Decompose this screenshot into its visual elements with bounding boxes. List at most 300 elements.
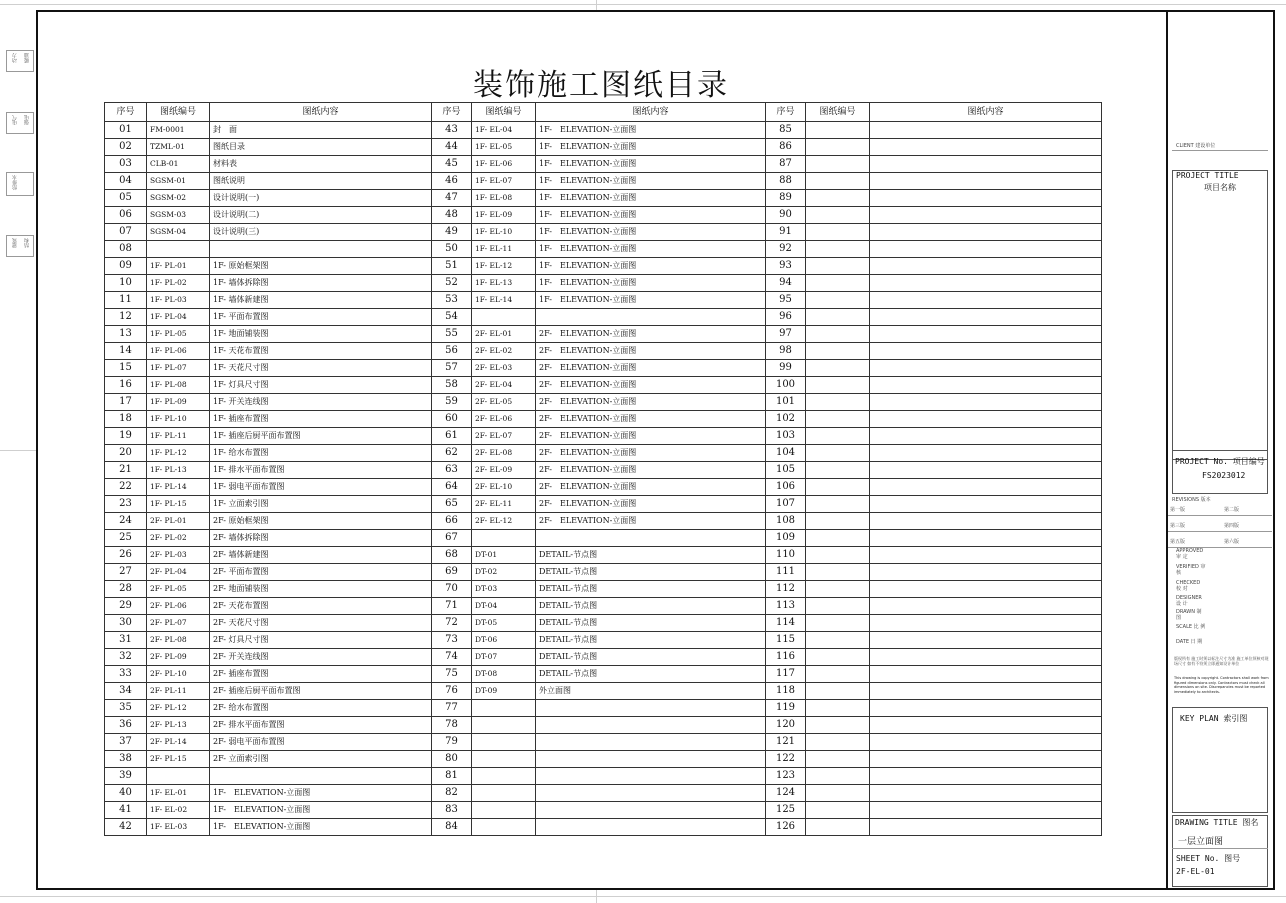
drawing-content: 2F- 平面布置图 bbox=[210, 564, 432, 581]
scale-label: SCALE 比 例 bbox=[1176, 624, 1206, 630]
drawing-code: 2F- EL-04 bbox=[472, 377, 536, 394]
table-row bbox=[105, 207, 1102, 224]
drawing-code bbox=[472, 785, 536, 802]
drawing-code bbox=[806, 207, 870, 224]
drawing-content bbox=[870, 479, 1102, 496]
checked-label: CHECKED 校 对 bbox=[1176, 580, 1201, 592]
key-plan-label: KEY PLAN 索引图 bbox=[1180, 714, 1248, 723]
drawing-title-label: DRAWING TITLE 图名 bbox=[1175, 818, 1259, 827]
drawn-label: DRAWN 制 图 bbox=[1176, 609, 1202, 621]
row-number: 85 bbox=[766, 122, 806, 139]
table-row bbox=[105, 666, 1102, 683]
drawing-code bbox=[472, 768, 536, 785]
drawing-content bbox=[210, 241, 432, 258]
row-number: 78 bbox=[432, 717, 472, 734]
drawing-code bbox=[806, 428, 870, 445]
drawing-content: 1F- ELEVATION-立面图 bbox=[536, 173, 766, 190]
row-number: 103 bbox=[766, 428, 806, 445]
strip-label: 强电 bbox=[24, 115, 30, 125]
col-header-content: 图纸内容 bbox=[536, 103, 766, 122]
drawing-code: DT-05 bbox=[472, 615, 536, 632]
client-label: CLIENT 建设单位 bbox=[1176, 143, 1216, 149]
drawing-code: 1F- PL-12 bbox=[147, 445, 210, 462]
row-number: 20 bbox=[105, 445, 147, 462]
drawing-title: 一层立面图 bbox=[1178, 837, 1224, 847]
row-number: 24 bbox=[105, 513, 147, 530]
drawing-code: 2F- PL-06 bbox=[147, 598, 210, 615]
drawing-content bbox=[536, 734, 766, 751]
table-row bbox=[105, 547, 1102, 564]
table-row bbox=[105, 598, 1102, 615]
row-number: 112 bbox=[766, 581, 806, 598]
drawing-content: 2F- 原始框架图 bbox=[210, 513, 432, 530]
drawing-content: DETAIL-节点图 bbox=[536, 666, 766, 683]
row-number: 121 bbox=[766, 734, 806, 751]
row-number: 105 bbox=[766, 462, 806, 479]
drawing-content: DETAIL-节点图 bbox=[536, 547, 766, 564]
drawing-content: 1F- 灯具尺寸图 bbox=[210, 377, 432, 394]
row-number: 61 bbox=[432, 428, 472, 445]
drawing-content bbox=[870, 428, 1102, 445]
strip-label: 结构 bbox=[24, 238, 30, 248]
drawing-content: 2F- ELEVATION-立面图 bbox=[536, 479, 766, 496]
table-row bbox=[105, 785, 1102, 802]
row-number: 102 bbox=[766, 411, 806, 428]
table-row bbox=[105, 394, 1102, 411]
row-number: 08 bbox=[105, 241, 147, 258]
drawing-content: 2F- 墙体拆除图 bbox=[210, 530, 432, 547]
drawing-code bbox=[806, 530, 870, 547]
revision-5: 第五版 bbox=[1170, 539, 1186, 545]
drawing-content bbox=[536, 717, 766, 734]
drawing-content: 2F- ELEVATION-立面图 bbox=[536, 513, 766, 530]
table-row bbox=[105, 768, 1102, 785]
drawing-code bbox=[806, 496, 870, 513]
table-row bbox=[105, 479, 1102, 496]
row-number: 113 bbox=[766, 598, 806, 615]
drawing-code: 1F- EL-02 bbox=[147, 802, 210, 819]
strip-label: 电气 bbox=[12, 115, 18, 125]
drawing-code: 2F- PL-03 bbox=[147, 547, 210, 564]
row-number: 125 bbox=[766, 802, 806, 819]
drawing-content: DETAIL-节点图 bbox=[536, 598, 766, 615]
drawing-content bbox=[870, 734, 1102, 751]
drawing-code bbox=[806, 360, 870, 377]
drawing-content bbox=[870, 751, 1102, 768]
drawing-code: 2F- PL-08 bbox=[147, 632, 210, 649]
sheet-no-label: SHEET No. 图号 bbox=[1176, 854, 1241, 863]
strip-cell-1 bbox=[6, 50, 34, 72]
row-number: 71 bbox=[432, 598, 472, 615]
col-header-no: 序号 bbox=[432, 103, 472, 122]
drawing-code: 1F- PL-01 bbox=[147, 258, 210, 275]
row-number: 56 bbox=[432, 343, 472, 360]
row-number: 05 bbox=[105, 190, 147, 207]
drawing-code bbox=[472, 700, 536, 717]
drawing-code bbox=[806, 785, 870, 802]
drawing-code: 1F- PL-11 bbox=[147, 428, 210, 445]
row-number: 39 bbox=[105, 768, 147, 785]
table-row bbox=[105, 445, 1102, 462]
drawing-content bbox=[870, 292, 1102, 309]
drawing-content bbox=[870, 156, 1102, 173]
drawing-code: 2F- EL-05 bbox=[472, 394, 536, 411]
drawing-content: 设计说明(二) bbox=[210, 207, 432, 224]
drawing-code bbox=[806, 649, 870, 666]
drawing-code: 1F- EL-12 bbox=[472, 258, 536, 275]
drawing-content: 2F- ELEVATION-立面图 bbox=[536, 496, 766, 513]
drawing-content bbox=[870, 496, 1102, 513]
table-row bbox=[105, 683, 1102, 700]
drawing-content: 2F- 灯具尺寸图 bbox=[210, 632, 432, 649]
drawing-content: 2F- 排水平面布置图 bbox=[210, 717, 432, 734]
drawing-code bbox=[806, 513, 870, 530]
drawing-code: DT-09 bbox=[472, 683, 536, 700]
drawing-code: 1F- PL-09 bbox=[147, 394, 210, 411]
divider bbox=[1168, 531, 1272, 532]
strip-cell-3 bbox=[6, 172, 34, 196]
drawing-content bbox=[870, 513, 1102, 530]
drawing-code: 1F- EL-06 bbox=[472, 156, 536, 173]
drawing-code: DT-06 bbox=[472, 632, 536, 649]
drawing-code: 1F- EL-08 bbox=[472, 190, 536, 207]
drawing-code: SGSM-03 bbox=[147, 207, 210, 224]
table-row bbox=[105, 343, 1102, 360]
strip-cell-4 bbox=[6, 235, 34, 257]
drawing-content: 1F- 平面布置图 bbox=[210, 309, 432, 326]
row-number: 09 bbox=[105, 258, 147, 275]
revisions-label: REVISIONS 版本 bbox=[1172, 497, 1211, 503]
drawing-code: DT-03 bbox=[472, 581, 536, 598]
row-number: 88 bbox=[766, 173, 806, 190]
row-number: 41 bbox=[105, 802, 147, 819]
row-number: 93 bbox=[766, 258, 806, 275]
drawing-content: 1F- ELEVATION-立面图 bbox=[210, 785, 432, 802]
drawing-content: 1F- 墙体拆除图 bbox=[210, 275, 432, 292]
row-number: 32 bbox=[105, 649, 147, 666]
drawing-content: 1F- 给水布置图 bbox=[210, 445, 432, 462]
revision-6: 第六版 bbox=[1224, 539, 1240, 545]
row-number: 87 bbox=[766, 156, 806, 173]
row-number: 82 bbox=[432, 785, 472, 802]
drawing-code: SGSM-01 bbox=[147, 173, 210, 190]
table-row bbox=[105, 139, 1102, 156]
drawing-content bbox=[870, 564, 1102, 581]
drawing-content bbox=[870, 717, 1102, 734]
row-number: 45 bbox=[432, 156, 472, 173]
drawing-content bbox=[870, 530, 1102, 547]
strip-cell-2 bbox=[6, 112, 34, 134]
drawing-code: DT-01 bbox=[472, 547, 536, 564]
row-number: 47 bbox=[432, 190, 472, 207]
drawing-code bbox=[806, 224, 870, 241]
divider bbox=[1168, 515, 1272, 516]
drawing-code: 1F- PL-07 bbox=[147, 360, 210, 377]
drawing-content bbox=[870, 785, 1102, 802]
drawing-content bbox=[870, 377, 1102, 394]
drawing-content: 1F- 插座布置图 bbox=[210, 411, 432, 428]
drawing-content bbox=[870, 632, 1102, 649]
table-row bbox=[105, 428, 1102, 445]
divider bbox=[1172, 848, 1268, 849]
drawing-content: 2F- ELEVATION-立面图 bbox=[536, 411, 766, 428]
drawing-content bbox=[870, 649, 1102, 666]
drawing-code bbox=[806, 343, 870, 360]
drawing-code bbox=[472, 802, 536, 819]
drawing-code: 1F- PL-15 bbox=[147, 496, 210, 513]
drawing-code bbox=[806, 292, 870, 309]
table-row bbox=[105, 462, 1102, 479]
drawing-code bbox=[806, 462, 870, 479]
drawing-code bbox=[806, 819, 870, 836]
drawing-code: 2F- PL-14 bbox=[147, 734, 210, 751]
drawing-content: 1F- ELEVATION-立面图 bbox=[536, 292, 766, 309]
table-row bbox=[105, 564, 1102, 581]
drawing-content: 2F- 地面铺装图 bbox=[210, 581, 432, 598]
drawing-code: DT-04 bbox=[472, 598, 536, 615]
table-row bbox=[105, 496, 1102, 513]
drawing-code: 2F- PL-12 bbox=[147, 700, 210, 717]
drawing-code: 2F- EL-10 bbox=[472, 479, 536, 496]
row-number: 33 bbox=[105, 666, 147, 683]
drawing-code bbox=[472, 734, 536, 751]
strip-label: 建筑 bbox=[12, 238, 18, 248]
drawing-content: 1F- 原始框架图 bbox=[210, 258, 432, 275]
drawing-code: 2F- EL-11 bbox=[472, 496, 536, 513]
row-number: 99 bbox=[766, 360, 806, 377]
drawing-code bbox=[806, 632, 870, 649]
col-header-code: 图纸编号 bbox=[472, 103, 536, 122]
drawing-code bbox=[472, 819, 536, 836]
row-number: 37 bbox=[105, 734, 147, 751]
approved-label: APPROVED 审 定 bbox=[1176, 548, 1204, 560]
drawing-content: 2F- 立面索引图 bbox=[210, 751, 432, 768]
drawing-content: 1F- ELEVATION-立面图 bbox=[210, 802, 432, 819]
drawing-content bbox=[870, 139, 1102, 156]
row-number: 109 bbox=[766, 530, 806, 547]
drawing-code: SGSM-04 bbox=[147, 224, 210, 241]
row-number: 03 bbox=[105, 156, 147, 173]
drawing-content: 1F- 地面铺装图 bbox=[210, 326, 432, 343]
drawing-code bbox=[806, 615, 870, 632]
drawing-code bbox=[806, 411, 870, 428]
drawing-content: DETAIL-节点图 bbox=[536, 632, 766, 649]
drawing-code: 2F- PL-07 bbox=[147, 615, 210, 632]
col-header-code: 图纸编号 bbox=[806, 103, 870, 122]
row-number: 72 bbox=[432, 615, 472, 632]
drawing-content: 2F- ELEVATION-立面图 bbox=[536, 326, 766, 343]
drawing-code bbox=[472, 717, 536, 734]
divider bbox=[1172, 150, 1268, 151]
drawing-content bbox=[870, 819, 1102, 836]
row-number: 104 bbox=[766, 445, 806, 462]
row-number: 119 bbox=[766, 700, 806, 717]
table-row bbox=[105, 156, 1102, 173]
row-number: 80 bbox=[432, 751, 472, 768]
drawing-code: 2F- EL-06 bbox=[472, 411, 536, 428]
drawing-code: 2F- EL-03 bbox=[472, 360, 536, 377]
drawing-code bbox=[806, 377, 870, 394]
drawing-code: 2F- PL-04 bbox=[147, 564, 210, 581]
drawing-code: 1F- EL-05 bbox=[472, 139, 536, 156]
drawing-content bbox=[870, 683, 1102, 700]
drawing-content bbox=[870, 258, 1102, 275]
drawing-content bbox=[536, 700, 766, 717]
row-number: 01 bbox=[105, 122, 147, 139]
drawing-code bbox=[806, 156, 870, 173]
row-number: 23 bbox=[105, 496, 147, 513]
row-number: 14 bbox=[105, 343, 147, 360]
row-number: 10 bbox=[105, 275, 147, 292]
sheet-no: 2F-EL-01 bbox=[1176, 867, 1215, 876]
drawing-code bbox=[806, 275, 870, 292]
row-number: 117 bbox=[766, 666, 806, 683]
table-row bbox=[105, 173, 1102, 190]
drawing-code: DT-08 bbox=[472, 666, 536, 683]
drawing-code: 1F- PL-14 bbox=[147, 479, 210, 496]
table-row bbox=[105, 122, 1102, 139]
drawing-code: 1F- EL-11 bbox=[472, 241, 536, 258]
row-number: 43 bbox=[432, 122, 472, 139]
table-row bbox=[105, 513, 1102, 530]
row-number: 81 bbox=[432, 768, 472, 785]
strip-label: 动力 bbox=[12, 53, 18, 63]
row-number: 100 bbox=[766, 377, 806, 394]
drawing-content: 2F- ELEVATION-立面图 bbox=[536, 343, 766, 360]
drawing-content bbox=[870, 241, 1102, 258]
drawing-code bbox=[806, 683, 870, 700]
table-row bbox=[105, 309, 1102, 326]
revision-3: 第三版 bbox=[1170, 523, 1186, 529]
drawing-content bbox=[870, 581, 1102, 598]
drawing-code: 1F- PL-06 bbox=[147, 343, 210, 360]
row-number: 15 bbox=[105, 360, 147, 377]
drawing-content: DETAIL-节点图 bbox=[536, 649, 766, 666]
drawing-content: 1F- ELEVATION-立面图 bbox=[210, 819, 432, 836]
row-number: 11 bbox=[105, 292, 147, 309]
table-row bbox=[105, 717, 1102, 734]
drawing-content: 2F- ELEVATION-立面图 bbox=[536, 394, 766, 411]
drawing-code bbox=[806, 445, 870, 462]
drawing-content bbox=[870, 224, 1102, 241]
table-row bbox=[105, 275, 1102, 292]
drawing-content: DETAIL-节点图 bbox=[536, 581, 766, 598]
row-number: 97 bbox=[766, 326, 806, 343]
drawing-content bbox=[210, 768, 432, 785]
row-number: 110 bbox=[766, 547, 806, 564]
strip-label: 给排水 bbox=[12, 175, 18, 190]
row-number: 91 bbox=[766, 224, 806, 241]
row-number: 54 bbox=[432, 309, 472, 326]
title-block bbox=[1168, 10, 1275, 890]
table-row bbox=[105, 530, 1102, 547]
row-number: 67 bbox=[432, 530, 472, 547]
drawing-content: 2F- 插座布置图 bbox=[210, 666, 432, 683]
drawing-code: 1F- EL-14 bbox=[472, 292, 536, 309]
drawing-content: 1F- ELEVATION-立面图 bbox=[536, 275, 766, 292]
drawing-code: 2F- PL-02 bbox=[147, 530, 210, 547]
row-number: 50 bbox=[432, 241, 472, 258]
drawing-code: 1F- EL-04 bbox=[472, 122, 536, 139]
col-header-content: 图纸内容 bbox=[210, 103, 432, 122]
drawing-code bbox=[806, 241, 870, 258]
row-number: 58 bbox=[432, 377, 472, 394]
row-number: 101 bbox=[766, 394, 806, 411]
drawing-content bbox=[870, 309, 1102, 326]
drawing-code bbox=[147, 241, 210, 258]
row-number: 13 bbox=[105, 326, 147, 343]
drawing-content: 设计说明(三) bbox=[210, 224, 432, 241]
row-number: 40 bbox=[105, 785, 147, 802]
notes-cn: 版权所有 施工时须以标注尺寸为准 施工单位须核对现场尺寸 如有不符须立即通知设计单位 bbox=[1174, 656, 1269, 666]
row-number: 34 bbox=[105, 683, 147, 700]
row-number: 31 bbox=[105, 632, 147, 649]
row-number: 111 bbox=[766, 564, 806, 581]
row-number: 77 bbox=[432, 700, 472, 717]
drawing-code: SGSM-02 bbox=[147, 190, 210, 207]
drawing-content: 1F- 立面索引图 bbox=[210, 496, 432, 513]
table-header-row bbox=[105, 103, 1102, 122]
drawing-content: 1F- ELEVATION-立面图 bbox=[536, 156, 766, 173]
row-number: 46 bbox=[432, 173, 472, 190]
drawing-code bbox=[472, 530, 536, 547]
drawing-content: 2F- 给水布置图 bbox=[210, 700, 432, 717]
row-number: 122 bbox=[766, 751, 806, 768]
row-number: 64 bbox=[432, 479, 472, 496]
row-number: 16 bbox=[105, 377, 147, 394]
row-number: 79 bbox=[432, 734, 472, 751]
drawing-content bbox=[536, 802, 766, 819]
drawing-code bbox=[806, 190, 870, 207]
row-number: 49 bbox=[432, 224, 472, 241]
drawing-code bbox=[472, 751, 536, 768]
row-number: 73 bbox=[432, 632, 472, 649]
drawing-code bbox=[806, 666, 870, 683]
drawing-content: 材料表 bbox=[210, 156, 432, 173]
drawing-content: 2F- ELEVATION-立面图 bbox=[536, 360, 766, 377]
drawing-content: 1F- ELEVATION-立面图 bbox=[536, 241, 766, 258]
revision-4: 第四版 bbox=[1224, 523, 1240, 529]
drawing-content: 1F- 弱电平面布置图 bbox=[210, 479, 432, 496]
drawing-code: 1F- EL-13 bbox=[472, 275, 536, 292]
row-number: 115 bbox=[766, 632, 806, 649]
drawing-content: 1F- ELEVATION-立面图 bbox=[536, 258, 766, 275]
project-title-box bbox=[1172, 170, 1268, 460]
row-number: 94 bbox=[766, 275, 806, 292]
table-body bbox=[105, 122, 1102, 836]
drawing-content: 2F- 墙体新建图 bbox=[210, 547, 432, 564]
row-number: 21 bbox=[105, 462, 147, 479]
drawing-code: 1F- EL-10 bbox=[472, 224, 536, 241]
drawing-code: 1F- EL-01 bbox=[147, 785, 210, 802]
row-number: 75 bbox=[432, 666, 472, 683]
row-number: 66 bbox=[432, 513, 472, 530]
drawing-content: 图纸目录 bbox=[210, 139, 432, 156]
drawing-code: 1F- PL-02 bbox=[147, 275, 210, 292]
row-number: 84 bbox=[432, 819, 472, 836]
drawing-code: 2F- EL-01 bbox=[472, 326, 536, 343]
strip-label: 暖通 bbox=[24, 53, 30, 63]
drawing-content: 2F- 天花尺寸图 bbox=[210, 615, 432, 632]
drawing-content bbox=[536, 751, 766, 768]
drawing-code: 2F- PL-01 bbox=[147, 513, 210, 530]
col-header-no: 序号 bbox=[105, 103, 147, 122]
row-number: 118 bbox=[766, 683, 806, 700]
row-number: 04 bbox=[105, 173, 147, 190]
drawing-code bbox=[806, 394, 870, 411]
row-number: 70 bbox=[432, 581, 472, 598]
drawing-content bbox=[870, 802, 1102, 819]
